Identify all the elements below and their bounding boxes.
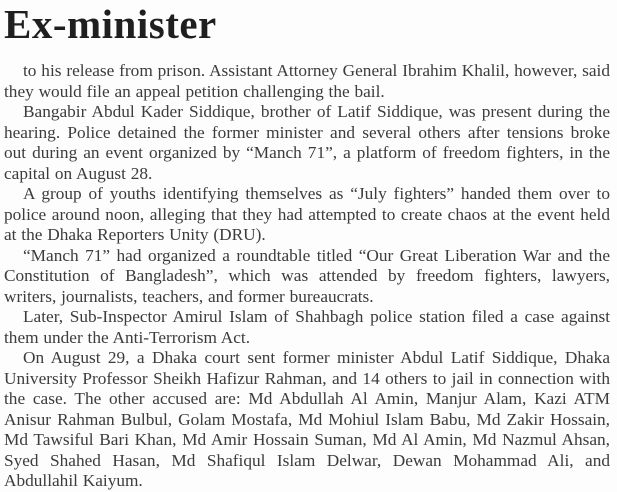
- article-paragraph: “Manch 71” had organized a roundtable titled “Our Great Liberation War and the Constitution of Bangladesh”, which was attended by freedom fighters, lawyers, writers, journalists, teachers, and former bureaucrats.: [4, 245, 610, 306]
- article-paragraph: to his release from prison. Assistant Attorney General Ibrahim Khalil, however, said they would file an appeal petition challenging the bail.: [4, 61, 610, 101]
- article-paragraph: On August 29, a Dhaka court sent former minister Abdul Latif Siddique, Dhaka University Professor Sheikh Hafizur Rahman, and 14 others to jail in connection with the case. The other accused are: Md Abdullah Al Amin, Manjur Alam, Kazi ATM Anisur Rahman Bulbul, Golam Mostafa, Md Mohiul Islam Babu, Md Zakir Hossain, Md Tawsiful Bari Khan, Md Amir Hossain Suman, Md Al Amin, Md Nazmul Ahsan, Syed Shahed Hasan, Md Shafiqul Islam Delwar, Dewan Mohammad Ali, and Abdullahil Kaiyum.: [4, 348, 610, 491]
- article-headline: Ex-minister: [4, 1, 217, 47]
- article-paragraph: Later, Sub-Inspector Amirul Islam of Shahbagh police station filed a case against them under the Anti-Terrorism Act.: [4, 307, 610, 347]
- article-paragraph: Bangabir Abdul Kader Siddique, brother of Latif Siddique, was present during the hearing. Police detained the former minister and several others after tensions broke out during an event organized by “Manch 71”, a platform of freedom fighters, in the capital on August 28.: [4, 102, 610, 183]
- article-paragraph: A group of youths identifying themselves as “July fighters” handed them over to police around noon, alleging that they had attempted to create chaos at the event held at the Dhaka Reporters Unity (DRU).: [4, 184, 610, 245]
- article-body: [4, 61, 610, 492]
